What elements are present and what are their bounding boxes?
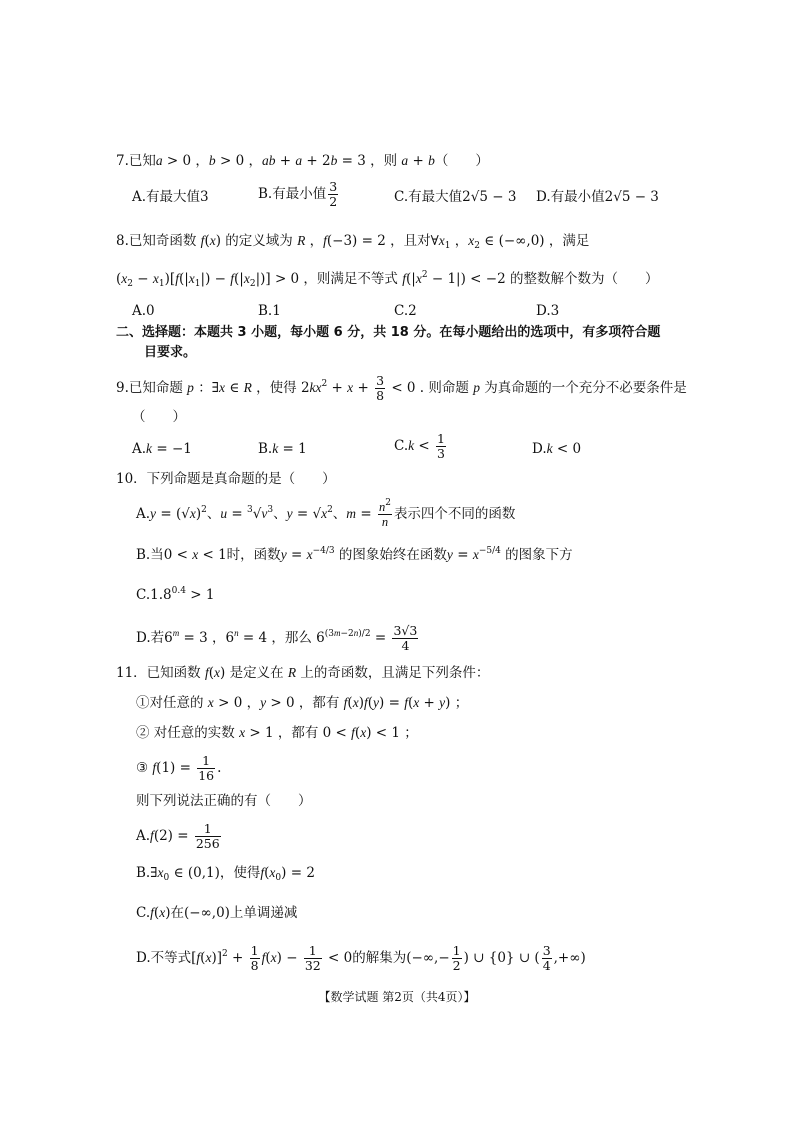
q11-option-d: D.不等式$[f(x)]^2$ + $\frac{1}{8}$ f(x) − $\frac{1}{32}$ < 0的解集为(−∞,− $\frac{1}{2}$ ) ∪ {0} ∪ ( $\frac{3}{4}$ ,+∞) <box>136 943 586 973</box>
q7-option-a: A.有最大值3 <box>132 189 209 205</box>
section2-heading-line1: 二、选择题：本题共 3 小题，每小题 6 分，共 18 分。在每小题给出的选项中，有多项符合题 <box>116 325 661 340</box>
q8-option-d: D.3 <box>536 303 560 319</box>
q11-option-c: C.f(x)在(−∞,0)上单调递减 <box>136 905 298 921</box>
q9-option-b: B.k = 1 <box>258 441 307 457</box>
q10-option-b: B.当0 < x < 1时，函数$y = x^{-4/3}$ 的图象始终在函数$y = x^{-5/4}$ 的图象下方 <box>136 546 573 563</box>
q8-option-c: C.2 <box>394 303 417 319</box>
q10-option-a: $A.y = (√x)^2$、$u = ^3√v^3$、$y = √x^2$、m = $\frac{n^2}{n}$ 表示四个不同的函数 <box>136 498 516 529</box>
q10-stem: 10．下列命题是真命题的是（ ） <box>116 471 336 487</box>
q11-option-b: $B.\exists x_0$ ∈ (0,1)，使得$f(x_0) = 2$ <box>136 865 315 883</box>
q7-option-b: B.有最小值 $\frac{3}{2}$ <box>258 179 338 209</box>
q9-paren: （ ） <box>132 409 186 425</box>
page-footer: 【数学试题 第2页（共4页）】 <box>318 990 476 1004</box>
q8-option-b: B.1 <box>258 303 281 319</box>
q9-option-d: D.k < 0 <box>532 441 582 457</box>
q9-stem: 9.已知命题 p ：∃x ∈ R ，使得 $2kx^2 + x$ + $\frac{3}{8}$ < 0 . 则命题 p 为真命题的一个充分不必要条件是 <box>116 373 687 403</box>
q11-option-a: A.f(2) = $\frac{1}{256}$ <box>136 821 220 851</box>
q9-option-a: A.k = −1 <box>132 441 192 457</box>
q8-stem-line2: $(x_2 - x_1)[f(|x_1|) - f(|x_2|)] > 0$ ，则满足不等式 $f(|x^2 - 1|) < -2$ 的整数解个数为（ ） <box>116 270 659 289</box>
section2-heading-line2: 目要求。 <box>144 345 197 360</box>
q11-stem: 11．已知函数 f(x) 是定义在 R 上的奇函数，且满足下列条件： <box>116 665 490 681</box>
q9-option-c: C.k < $\frac{1}{3}$ <box>394 431 445 461</box>
q7-option-c: C.有最大值2√5 − 3 <box>394 189 517 205</box>
q7-option-d: D.有最小值2√5 − 3 <box>536 189 659 205</box>
q11-condition-2: ② 对任意的实数 x > 1 ，都有 0 < f(x) < 1 ； <box>136 725 418 741</box>
q10-option-d: D.若$6^m = 3$ ，$6^n = 4$ ，那么 $6^{(3m-2n)/2}$ = $\frac{3√3}{4}$ <box>136 623 418 653</box>
q11-condition-3: ③ f(1) = $\frac{1}{16}$ . <box>136 753 222 783</box>
q11-question: 则下列说法正确的有（ ） <box>136 793 312 809</box>
q8-stem-line1: 8.已知奇函数 f(x) 的定义域为 R ，f(−3) = 2 ，且对$\forall x_1$ ，$x_2$ ∈ (−∞,0) ，满足 <box>116 233 590 251</box>
q7-stem: 7.已知a > 0 ，b > 0 ，ab + a + 2b = 3 ，则 a + b（ ） <box>116 153 489 169</box>
q8-option-a: A.0 <box>132 303 155 319</box>
q10-option-c: $C.1.8^{0.4} > 1$ <box>136 586 215 603</box>
q11-condition-1: ①对任意的 x > 0 ，y > 0 ，都有 f(x)f(y) = f(x + y) ； <box>136 695 469 711</box>
